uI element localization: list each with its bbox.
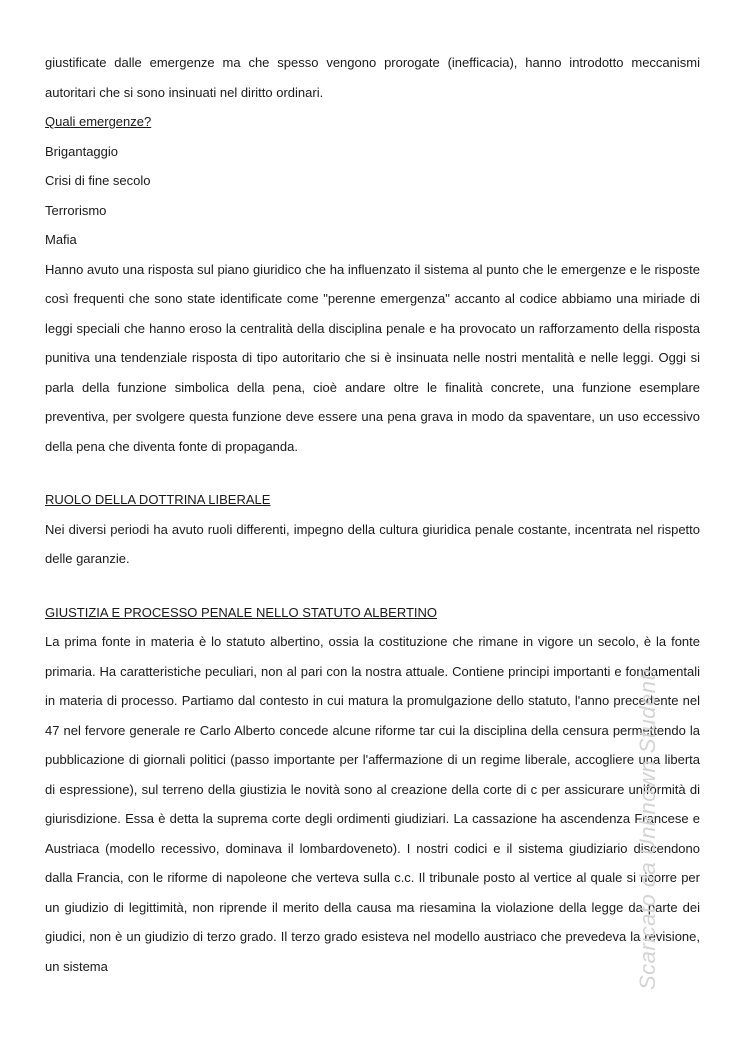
section-spacer [45,461,700,485]
list-item-emergency: Terrorismo [45,202,107,218]
document-body [45,48,700,981]
watermark: Scaricato da Unknown Studenti [635,668,660,990]
section-heading-statuto: GIUSTIZIA E PROCESSO PENALE NELLO STATUTO ALBERTINO [45,604,438,620]
paragraph-intro-continuation: giustificate dalle emergenze ma che spesso vengono prorogate (inefficacia), hanno introdotto meccanismi autoritari che si sono insinuati nel diritto ordinari. [45,55,700,100]
paragraph-legal-response: Hanno avuto una risposta sul piano giuridico che ha influenzato il sistema al punto che le emergenze e le risposte così frequenti che sono state identificate come "perenne emergenza" accanto al codice abbiamo una miriade di leggi speciali che hanno eroso la centralità della disciplina penale e ha provocato un rafforzamento della risposta punitiva una tendenziale risposta di tipo autoritario che si è insinuata nelle nostri mentalità e nelle leggi. Oggi si parla della funzione simbolica della pena, cioè andare oltre le finalità concrete, una funzione esemplare preventiva, per svolgere questa funzione deve essere una pena grava in modo da spaventare, un uso eccessivo della pena che diventa fonte di propaganda. [45,261,700,454]
paragraph-dottrina: Nei diversi periodi ha avuto ruoli differenti, impegno della cultura giuridica penale costante, incentrata nel rispetto delle garanzie. [45,521,700,566]
list-item-emergency: Brigantaggio [45,143,118,159]
list-item-emergency: Mafia [45,232,77,247]
section-heading-dottrina: RUOLO DELLA DOTTRINA LIBERALE [45,492,271,507]
list-item-emergency: Crisi di fine secolo [45,173,151,188]
question-heading: Quali emergenze? [45,114,152,129]
paragraph-statuto: La prima fonte in materia è lo statuto albertino, ossia la costituzione che rimane in vigore un secolo, è la fonte primaria. Ha caratteristiche peculiari, non al pari con la nostra attuale. Contiene principi importanti e fondamentali in materia di processo. Partiamo dal contesto in cui matura la promulgazione dello statuto, l'anno precedente nel 47 nel fervore generale re Carlo Alberto concede alcune riforme tar cui la disciplina della censura permettendo la pubblicazione di giornali politici (passo importante per l'affermazione di un regime liberale, accogliere una liberta di espressione), sul terreno della giustizia le novità sono al creazione della corte di c per assicurare uniformità di giurisdizione. Essa è detta la suprema corte degli ordimenti giudiziari. La cassazione ha ascendenza Francese e Austriaca (modello recessivo, dominava il lombardoveneto). I nostri codici e il sistema giudiziario discendono dalla Francia, con le riforme di napoleone che verteva sulla c.c. Il tribunale posto al vertice al quale si ricorre per un giudizio di legittimità, non riprende il merito della causa ma riesamina la violazione della legge da parte dei giudici, non è un giudizio di terzo grado. Il terzo grado esisteva nel modello austriaco che prevedeva la revisione, un sistema [45,634,700,974]
section-spacer [45,574,700,598]
